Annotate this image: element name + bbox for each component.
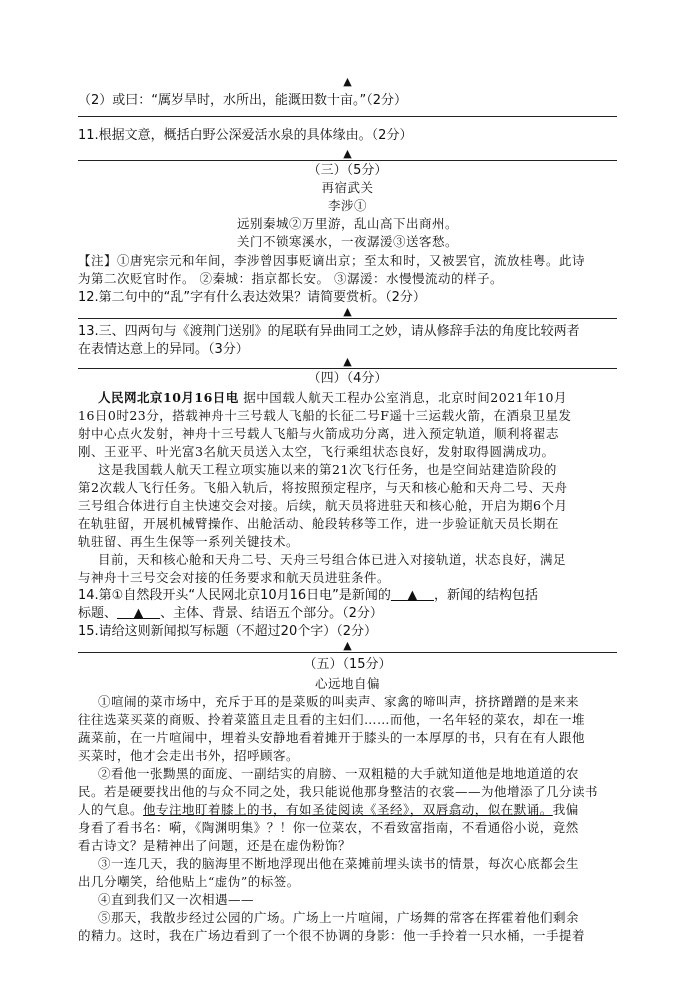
essay-paragraph-3-line-2: 出几分嘲笑，给他贴上“虚伪”的标签。 — [78, 874, 300, 889]
news-paragraph-2-line-1: 这是我国载人航天工程立项实施以来的第21次飞行任务，也是空间站建造阶段的 — [98, 462, 557, 477]
essay-paragraph-4: ④直到我们又一次相遇—— — [98, 892, 255, 907]
essay-paragraph-2-line-2: 民。若是硬要找出他的与众不同之处，我只能说他那身整洁的衣裳——为他增添了几分读书 — [78, 784, 599, 799]
news-paragraph-2-line-5: 轨驻留、再生生保等一系列关键技术。 — [78, 534, 300, 549]
answer-line — [78, 160, 617, 161]
poem-line-1: 远别秦城②万里游，乱山高下出商州。 — [236, 216, 458, 231]
section-4-header: （四）（4分） — [307, 371, 388, 386]
section-3-header: （三）（5分） — [307, 163, 388, 178]
news-paragraph-3-line-2: 与神舟十三号交会对接的任务要求和航天员进驻条件。 — [78, 570, 391, 585]
essay-paragraph-2-line-4: 身看了看书名：嗬，《陶渊明集》？！你一位菜农，不看致富指南，不看通俗小说，竟然 — [78, 820, 579, 835]
answer-marker: ▲ — [343, 639, 352, 652]
news-paragraph-1-line-4: 刚、王亚平、叶光富3名航天员送入太空，飞行乘组状态良好，发射取得圆满成功。 — [78, 444, 555, 459]
answer-marker: ▲ — [343, 305, 352, 318]
essay-paragraph-1-line-1: ①喧闹的菜市场中，充斥于耳的是菜贩的叫卖声、家禽的啼叫声，挤挤蹭蹭的是来来 — [98, 694, 580, 709]
essay-paragraph-1-line-3: 蔬菜前，在一片喧闹中，埋着头安静地看着摊开于膝头的一本厚厚的书，只有在有人跟他 — [78, 730, 586, 745]
poem-note-line-1: 【注】①唐宪宗元和年间，李涉曾因事贬谪出京；至太和时，又被罢官，流放桂粤。此诗 — [78, 253, 586, 268]
section-5-header: （五）（15分） — [303, 657, 392, 672]
essay-paragraph-2-line-5: 看古诗文？是精神出了问题，还是在虚伪粉饰？ — [78, 838, 352, 853]
essay-paragraph-5-line-1: ⑤那天，我散步经过公园的广场。广场上一片喧闹，广场舞的常客在挥霍着他们剩余 — [98, 910, 580, 925]
question-13-line-2: 在表情达意上的异同。（3分） — [78, 342, 249, 357]
news-paragraph-1-line-3: 射中心点火发射，神舟十三号载人飞船与火箭成功分离，进入预定轨道，顺利将翟志 — [78, 426, 560, 441]
question-15: 15.请给这则新闻拟写标题（不超过20个字）（2分） — [78, 624, 377, 639]
essay-paragraph-5-line-2: 的精力。这时，我在广场边看到了一个很不协调的身影：他一手拎着一只水桶，一手提着 — [78, 928, 586, 943]
question-14-line-1: 14.第①自然段开头“人民网北京10月16日电”是新闻的 ▲ ，新闻的结构包括 — [78, 588, 538, 603]
question-12: 12.第二句中的“乱”字有什么表达效果？请简要赏析。（2分） — [78, 290, 426, 305]
news-dateline: 人民网北京10月16日电 — [98, 390, 239, 405]
news-paragraph-2-line-4: 在轨驻留，开展机械臂操作、出舱活动、舱段转移等工作，进一步验证航天员长期在 — [78, 516, 560, 531]
news-paragraph-2-line-2: 第2次载人飞行任务。飞船入轨后，将按照预定程序，与天和核心舱和天舟二号、天舟 — [78, 480, 568, 495]
blank-2: ▲ — [133, 606, 144, 621]
essay-title: 心远地自偏 — [314, 676, 380, 691]
underlined-sentence: 他专注地盯着膝上的书，有如圣徒阅读《圣经》，双唇翕动，似在默诵。 — [143, 802, 553, 817]
answer-line — [78, 368, 617, 369]
essay-paragraph-1-line-4: 买菜时，他才会走出书外，招呼顾客。 — [78, 748, 300, 763]
question-11: 11.根据文意，概括白野公深爱活水泉的具体缘由。（2分） — [78, 128, 413, 143]
essay-paragraph-2-line-3: 人的气息。他专注地盯着膝上的书，有如圣徒阅读《圣经》，双唇翕动，似在默诵。我偏 — [78, 802, 579, 817]
essay-paragraph-3-line-1: ③一连几天，我的脑海里不断地浮现出他在菜摊前埋头读书的情景，每次心底都会生 — [98, 856, 580, 871]
answer-marker: ▲ — [343, 147, 352, 160]
essay-paragraph-2-line-1: ②看他一张黝黑的面庞、一副结实的肩膀、一双粗糙的大手就知道他是地地道道的农 — [98, 766, 580, 781]
poem-title: 再宿武关 — [321, 180, 374, 195]
news-paragraph-2-line-3: 三号组合体进行自主快速交会对接。后续，航天员将进驻天和核心舱，开启为期6个月 — [78, 498, 568, 513]
news-paragraph-3-line-1: 目前，天和核心舱和天舟二号、天舟三号组合体已进入对接轨道，状态良好，满足 — [98, 552, 567, 567]
answer-marker: ▲ — [343, 75, 352, 88]
question-14-line-2: 标题、 ▲ 、主体、背景、结语五个部分。（2分） — [78, 606, 383, 621]
question-10-2: （2）或曰：“厲岁旱时，水所出，能溉田数十亩。”（2分） — [78, 93, 408, 108]
question-13-line-1: 13.三、四两句与《渡荆门送别》的尾联有异曲同工之妙，请从修辞手法的角度比较两者 — [78, 324, 580, 339]
answer-line — [78, 116, 617, 117]
blank-1: ▲ — [407, 588, 418, 603]
essay-paragraph-1-line-2: 往往选菜买菜的商贩、拎着菜篮且走且看的主妇们……而他，一名年轻的菜农，却在一堆 — [78, 712, 586, 727]
poem-author: 李涉① — [327, 198, 367, 213]
answer-marker: ▲ — [343, 355, 352, 368]
news-paragraph-1-line-2: 16日0时23分，搭载神舟十三号载人飞船的长征二号F遥十三运载火箭，在酒泉卫星发 — [78, 408, 572, 423]
poem-note-line-2: 为第二次贬官时作。 ②秦城：指京都长安。 ③潺湲：水慢慢流动的样子。 — [78, 271, 503, 286]
answer-line — [78, 318, 617, 319]
news-paragraph-1-line-1: 人民网北京10月16日电 据中国载人航天工程办公室消息，北京时间2021年10月 — [98, 390, 567, 405]
answer-line — [78, 652, 617, 653]
poem-line-2: 关门不锁寒溪水，一夜潺湲③送客愁。 — [236, 234, 458, 249]
